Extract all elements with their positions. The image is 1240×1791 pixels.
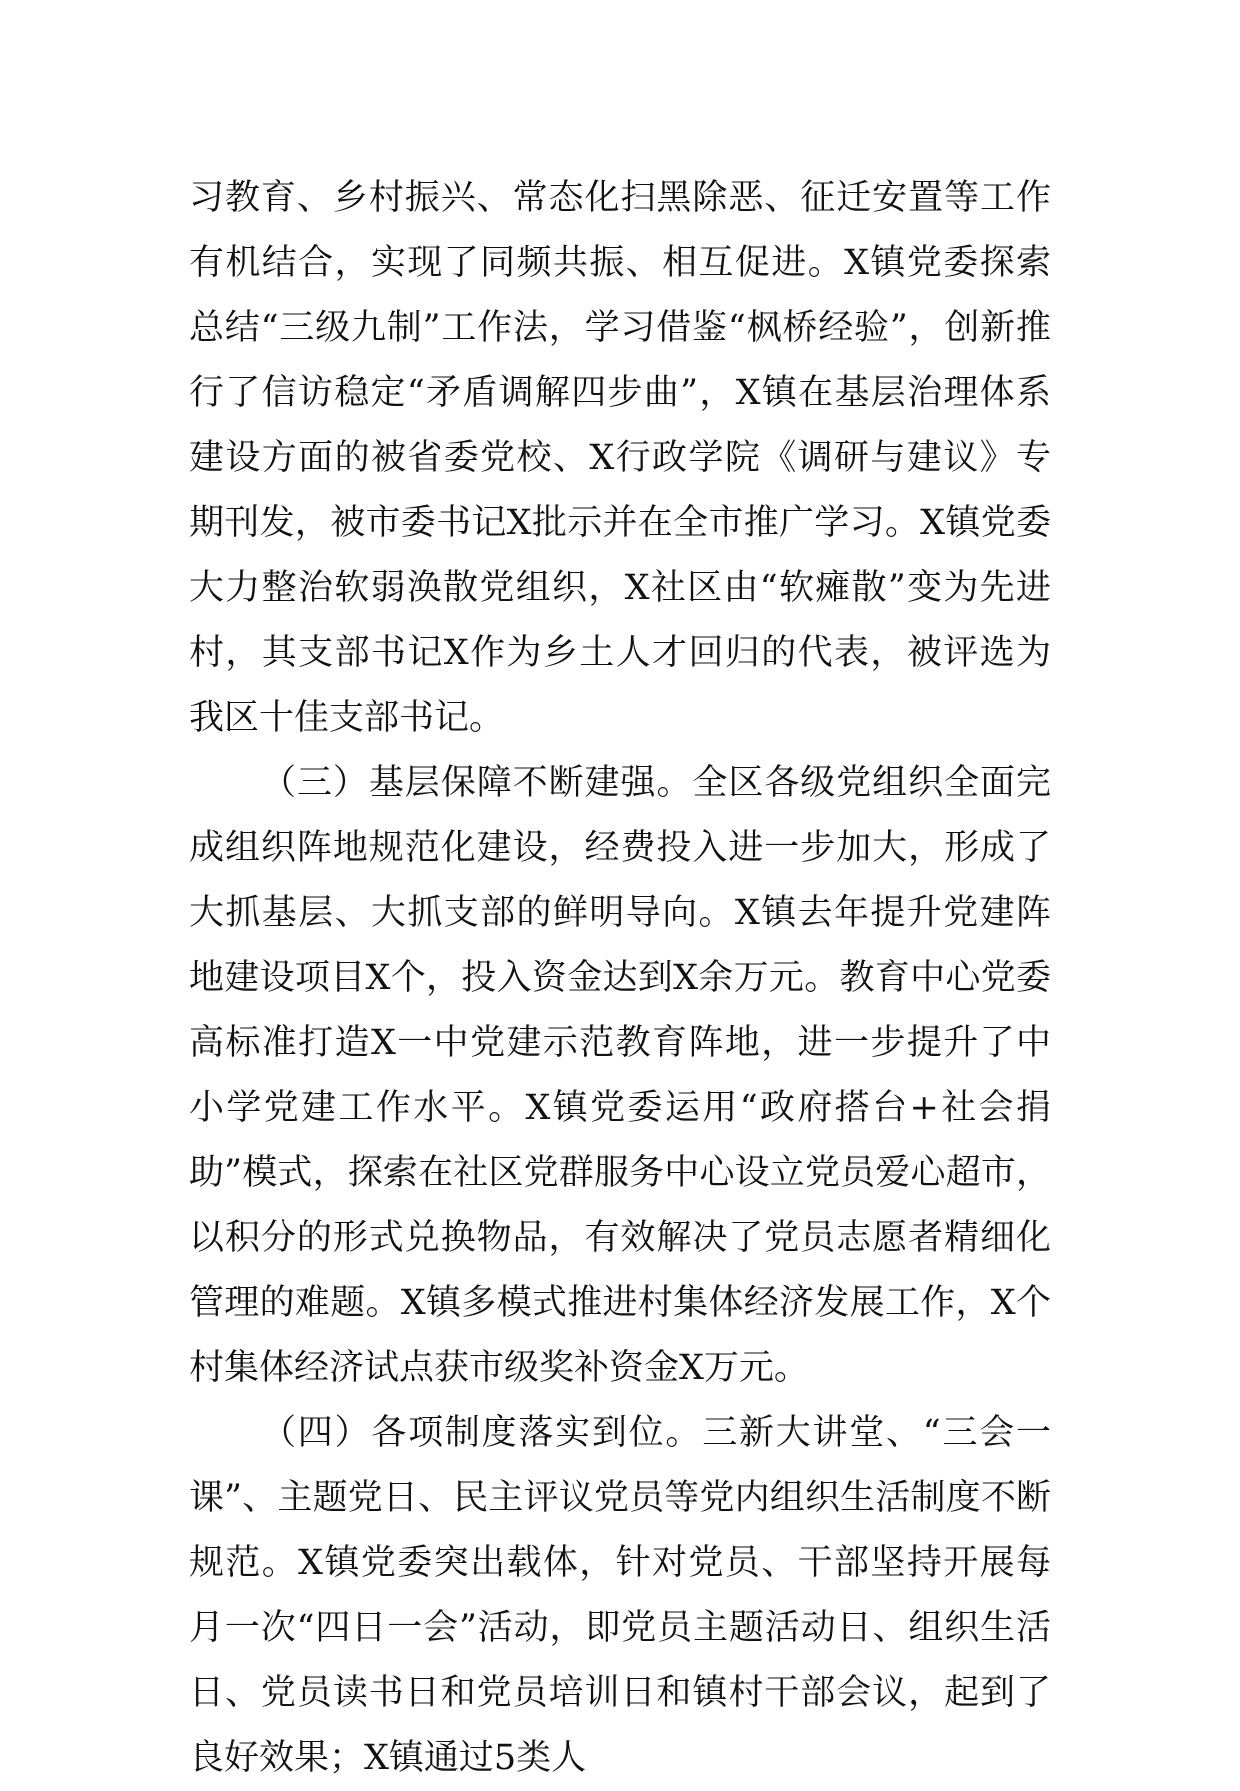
paragraph-systems-implementation: （四）各项制度落实到位。三新大讲堂、“三会一课”、主题党日、民主评议党员等党内组织生活制度不断规范。X镇党委突出载体，针对党员、干部坚持开展每月一次“四日一会”活动，即党员主题活动日、组织生活日、党员读书日和党员培训日和镇村干部会议，起到了良好效果；X镇通过5类人 — [189, 1413, 1051, 1778]
body-text — [189, 166, 1051, 1791]
paragraph-continuation: 习教育、乡村振兴、常态化扫黑除恶、征迁安置等工作有机结合，实现了同频共振、相互促进。X镇党委探索总结“三级九制”工作法，学习借鉴“枫桥经验”，创新推行了信访稳定“矛盾调解四步曲”，X镇在基层治理体系建设方面的被省委党校、X行政学院《调研与建议》专期刊发，被市委书记X批示并在全市推广学习。X镇党委大力整治软弱涣散党组织，X社区由“软瘫散”变为先进村，其支部书记X作为乡土人才回归的代表，被评选为我区十佳支部书记。 — [189, 178, 1051, 738]
paragraph-basic-guarantee: （三）基层保障不断建强。全区各级党组织全面完成组织阵地规范化建设，经费投入进一步加大，形成了大抓基层、大抓支部的鲜明导向。X镇去年提升党建阵地建设项目X个，投入资金达到X余万元。教育中心党委高标准打造X一中党建示范教育阵地，进一步提升了中小学党建工作水平。X镇党委运用“政府搭台+社会捐助”模式，探索在社区党群服务中心设立党员爱心超市，以积分的形式兑换物品，有效解决了党员志愿者精细化管理的难题。X镇多模式推进村集体经济发展工作，X个村集体经济试点获市级奖补资金X万元。 — [189, 763, 1051, 1388]
